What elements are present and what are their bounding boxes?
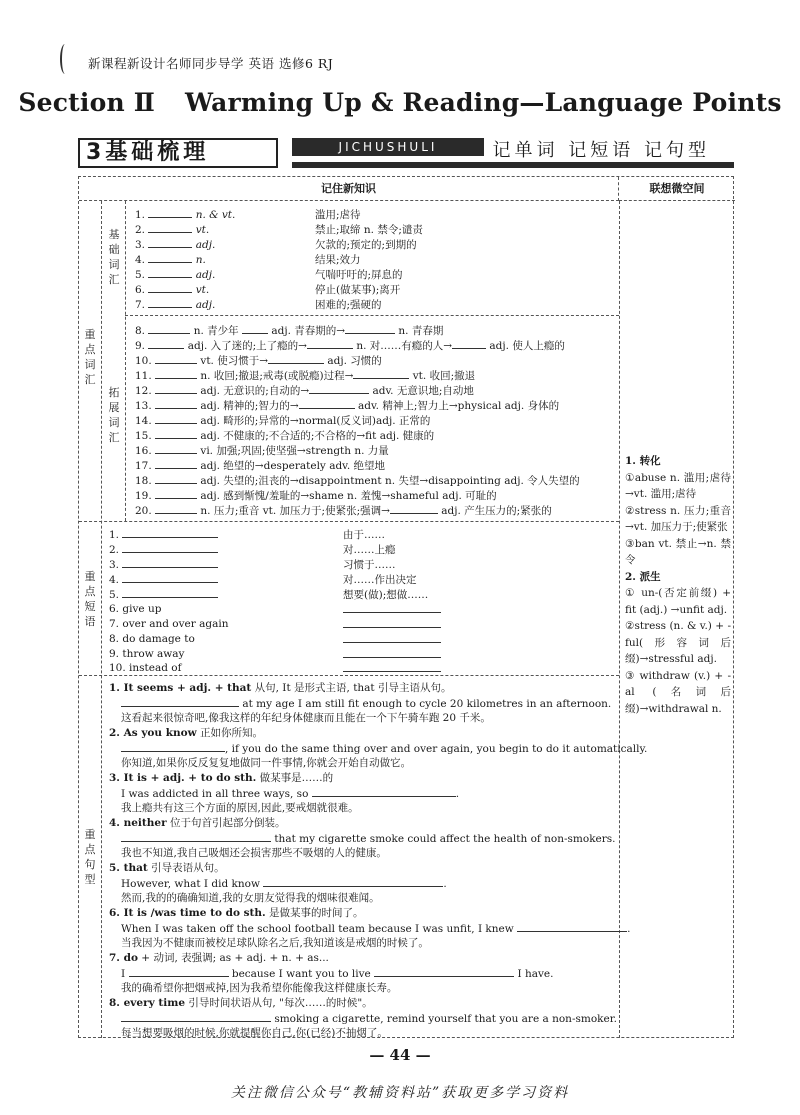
side-note-item: ②stress (n. & v.) + -ful(形容词后缀)→stressful adj. (625, 620, 731, 665)
banner-slogan: 记单词 记短语 记句型 (484, 136, 734, 160)
list-item: 3. (109, 557, 218, 573)
list-item: 2. vt. (135, 224, 210, 236)
list-item: 14. adj. 畸形的;异常的→normal(反义词)adj. 正常的 (135, 415, 431, 427)
list-item-meaning: 想要(做);想做…… (343, 589, 429, 601)
label-vocab: 重点词汇 (84, 328, 96, 386)
list-item: 11. n. 收回;撤退;戒毒(或脱瘾)过程→ vt. 收回;撤退 (135, 370, 476, 382)
sublabel-column-divider (125, 201, 126, 521)
sentence-chinese: 然而,我的的确确知道,我的女朋友觉得我的烟味很难闻。 (121, 892, 380, 904)
list-item: 2. (109, 542, 218, 558)
banner-number-label: 3基础梳理 (78, 138, 278, 168)
side-note-item: ②stress n. 压力;重音→vt. 加压力于;使紧张 (625, 504, 731, 533)
list-item: 1. n. & vt. (135, 209, 236, 221)
sentence-english: When I was taken off the school football team because I was unfit, I knew . (121, 923, 631, 935)
vocab-phrase-divider (79, 521, 619, 522)
banner-pinyin: JICHUSHULI (292, 138, 484, 156)
list-item: 17. adj. 绝望的→desperately adv. 绝望地 (135, 460, 386, 472)
table-header-main: 记住新知识 (79, 177, 619, 201)
label-sentences: 重点句型 (84, 828, 96, 886)
list-item: 20. n. 压力;重音 vt. 加压力于;使紧张;强调→ adj. 产生压力的;紧张的 (135, 505, 552, 517)
sentence-title: 6. It is /was time to do sth. 是做某事的时间了。 (109, 907, 364, 919)
list-item: 5. adj. (135, 269, 216, 281)
list-item: 3. adj. (135, 239, 216, 251)
list-item-meaning: 困难的;强硬的 (315, 299, 382, 311)
sentence-english: smoking a cigarette, remind yourself that you are a non-smoker. (121, 1011, 617, 1027)
list-item: 8. do damage to (109, 633, 195, 645)
sentence-chinese: 我的确希望你把烟戒掉,因为我希望你能像我这样健康长寿。 (121, 982, 398, 994)
list-item: 6. vt. (135, 284, 210, 296)
sentence-chinese: 当我因为不健康而被校足球队除名之后,我知道该是戒烟的时候了。 (121, 937, 429, 949)
side-notes-heading-conversion: 1. 转化 (625, 455, 661, 467)
section-banner (78, 136, 734, 170)
list-item-meaning: 习惯于…… (343, 559, 396, 571)
list-item: 6. give up (109, 603, 162, 615)
sentence-title: 4. neither 位于句首引起部分倒装。 (109, 817, 286, 829)
list-item: 4. (109, 572, 218, 588)
list-item-meaning: 滥用;虐待 (315, 209, 361, 221)
list-item: 4. n. (135, 254, 206, 266)
label-phrases: 重点短语 (84, 570, 96, 628)
sentence-english: I because I want you to live I have. (121, 968, 554, 980)
footer-note: 关注微信公众号“教辅资料站”获取更多学习资料 (230, 1085, 570, 1101)
list-item: 8. n. 青少年 adj. 青春期的→ n. 青春期 (135, 325, 444, 337)
label-expand-vocab: 拓展词汇 (108, 386, 120, 444)
sentence-english: However, what I did know . (121, 878, 447, 890)
sentence-chinese: 这看起来很惊奇吧,像我这样的年纪身体健康而且能在一个下午骑车跑 20 千米。 (121, 712, 491, 724)
sentence-title: 7. do + 动词, 表强调; as + adj. + n. + as... (109, 952, 329, 964)
sentence-chinese: 我上瘾共有这三个方面的原因,因此,要戒烟就很难。 (121, 802, 359, 814)
side-notes-heading-derivation: 2. 派生 (625, 570, 661, 583)
list-item-meaning: 气喘吁吁的;屏息的 (315, 269, 403, 281)
list-item: 1. (109, 527, 218, 543)
sentence-title: 5. that 引导表语从句。 (109, 862, 225, 874)
list-item-meaning: 结果;效力 (315, 254, 361, 266)
sentence-chinese: 我也不知道,我自己吸烟还会损害那些不吸烟的人的健康。 (121, 847, 387, 859)
banner-rule (292, 162, 734, 168)
section-title-part2: Warming Up & Reading—Language Points (185, 88, 782, 117)
sentence-english: , if you do the same thing over and over again, you begin to do it automatically. (121, 741, 647, 757)
list-item: 15. adj. 不健康的;不合适的;不合格的→fit adj. 健康的 (135, 430, 435, 442)
phrase-answer-blank[interactable] (343, 661, 441, 677)
knowledge-table (78, 176, 734, 1038)
sentence-english: at my age I am still fit enough to cycle 20 kilometres in an afternoon. (121, 696, 611, 712)
sentence-title: 2. As you know 正如你所知。 (109, 727, 264, 739)
sentence-title: 8. every time 引导时间状语从句, "每次……的时候"。 (109, 997, 373, 1009)
list-item: 9. adj. 入了迷的;上了瘾的→ n. 对……有瘾的人→ adj. 使人上瘾的 (135, 340, 565, 352)
phrase-answer-blank[interactable] (343, 632, 441, 648)
list-item-meaning: 禁止;取缔 n. 禁令;谴责 (315, 224, 423, 236)
sentence-title: 3. It is + adj. + to do sth. 做某事是……的 (109, 772, 334, 784)
sentence-chinese: 每当想要吸烟的时候,你就提醒你自己,你(已经)不抽烟了。 (121, 1027, 388, 1039)
label-column-divider (101, 201, 102, 1038)
list-item: 7. adj. (135, 299, 216, 311)
sentence-title: 1. It seems + adj. + that 从句, It 是形式主语, that 引导主语从句。 (109, 682, 452, 694)
sentence-english: I was addicted in all three ways, so . (121, 788, 460, 800)
list-item-meaning: 对……上瘾 (343, 544, 396, 556)
list-item-meaning: 欠款的;预定的;到期的 (315, 239, 417, 251)
side-note-item: ③ban vt. 禁止→n. 禁令 (625, 537, 731, 566)
list-item: 10. vt. 使习惯于→ adj. 习惯的 (135, 355, 382, 367)
list-item: 16. vi. 加强;巩固;使坚强→strength n. 力量 (135, 445, 389, 457)
side-note-item: ③ withdraw (v.) + -al (名词后缀)→withdrawal n. (625, 669, 731, 715)
page-number: — 44 — (369, 1046, 431, 1064)
label-basic-vocab: 基础词汇 (108, 228, 120, 286)
table-header-side: 联想微空间 (619, 177, 735, 201)
basic-expand-divider (125, 315, 619, 316)
phrase-answer-blank[interactable] (343, 617, 441, 633)
list-item: 5. (109, 587, 218, 603)
list-item: 7. over and over again (109, 618, 229, 630)
running-header (60, 44, 750, 78)
side-column-divider (619, 201, 620, 1038)
list-item-meaning: 停止(做某事);离开 (315, 284, 401, 296)
list-item: 18. adj. 失望的;沮丧的→disappointment n. 失望→disappointing adj. 令人失望的 (135, 475, 580, 487)
header-bracket-decoration (60, 44, 70, 74)
sentence-english: that my cigarette smoke could affect the health of non-smokers. (121, 831, 616, 847)
side-note-item: ① un-(否定前缀) + fit (adj.) →unfit adj. (625, 587, 731, 616)
running-header-text: 新课程新设计名师同步导学 英语 选修6 RJ (88, 56, 334, 71)
section-title (0, 88, 800, 117)
list-item: 19. adj. 感到惭愧/羞耻的→shame n. 羞愧→shameful adj. 可耻的 (135, 490, 497, 502)
list-item: 9. throw away (109, 648, 185, 660)
list-item: 12. adj. 无意识的;自动的→ adv. 无意识地;自动地 (135, 385, 474, 397)
list-item: 10. instead of (109, 662, 182, 674)
list-item: 13. adj. 精神的;智力的→ adv. 精神上;智力上→physical adj. 身体的 (135, 400, 560, 412)
list-item-meaning: 对……作出决定 (343, 574, 417, 586)
side-note-item: ①abuse n. 滥用;虐待→vt. 滥用;虐待 (625, 471, 731, 500)
phrase-answer-blank[interactable] (343, 602, 441, 618)
list-item-meaning: 由于…… (343, 529, 385, 541)
side-notes (625, 453, 731, 717)
sentence-chinese: 你知道,如果你反反复复地做同一件事情,你就会开始自动做它。 (121, 757, 412, 769)
section-title-part1: Section Ⅱ (18, 88, 156, 117)
